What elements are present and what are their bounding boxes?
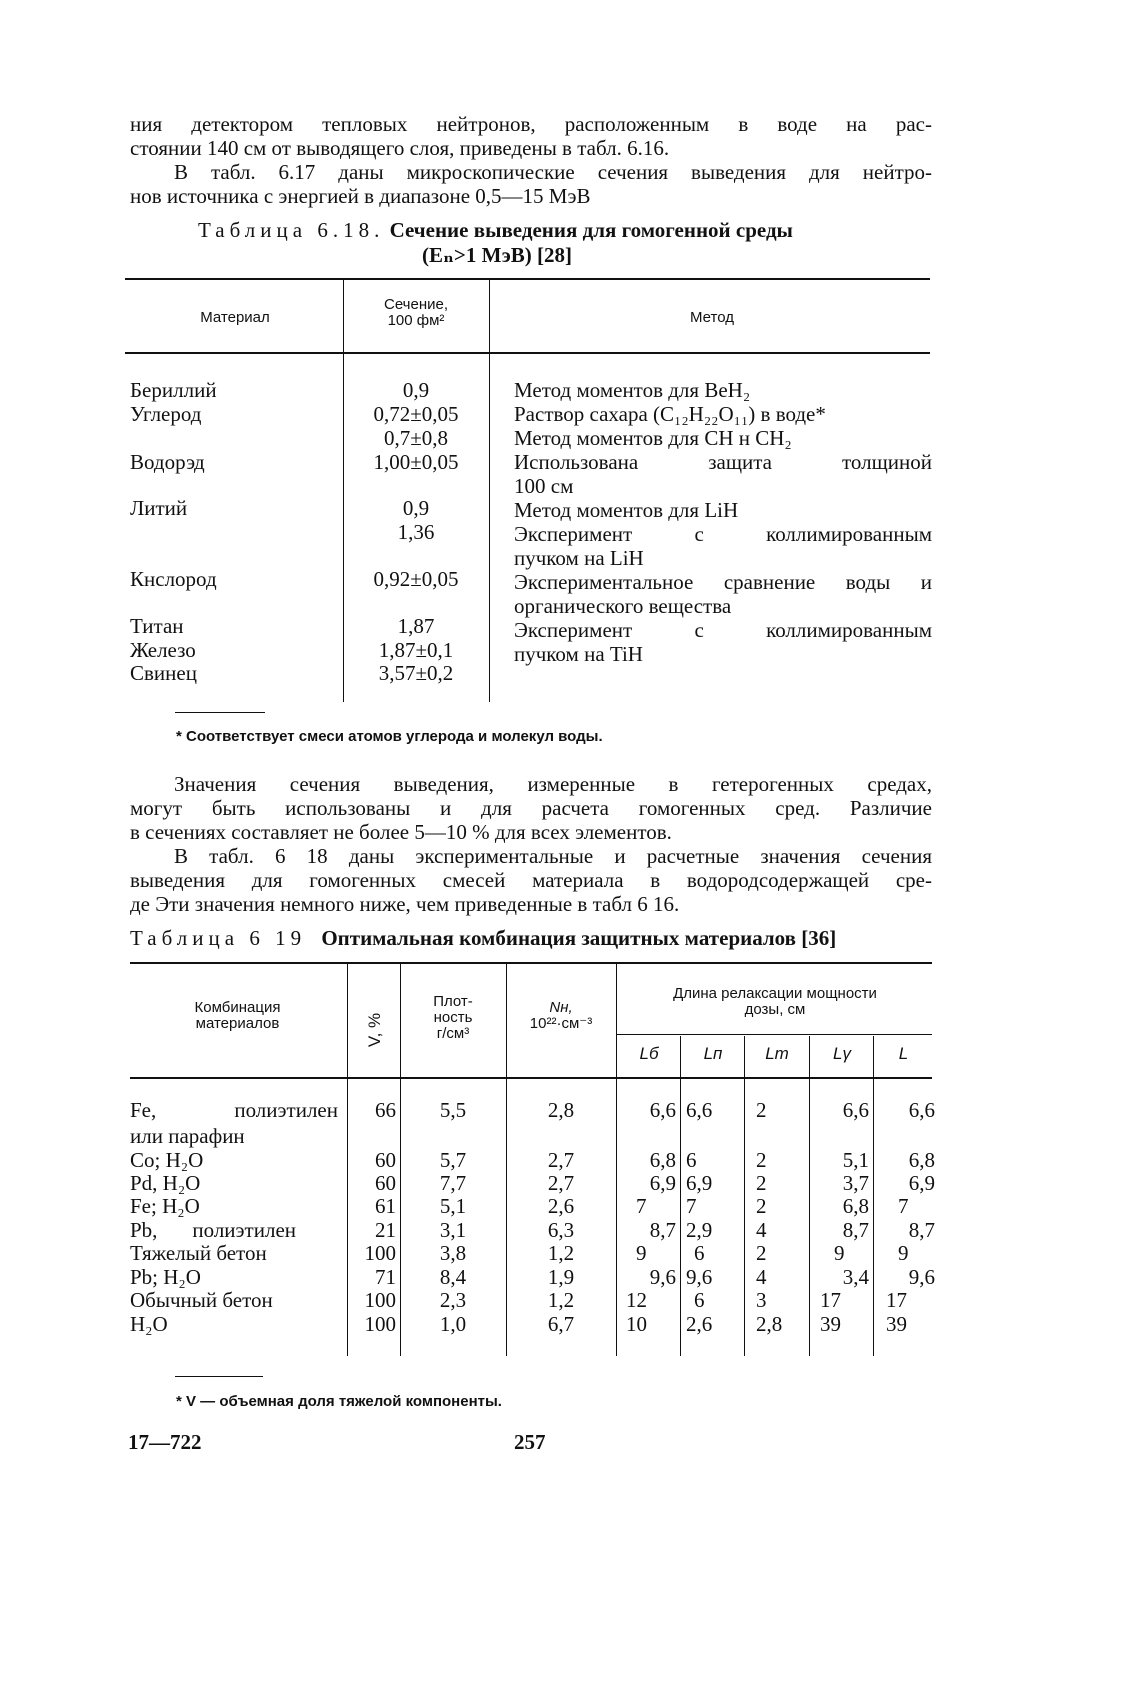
table2-cell-lb: 6,6 [649,1098,676,1122]
table1-section-value: 0,9 [402,378,430,402]
table2-title: Оптимальная комбинация защитных материалов [36] [321,926,837,950]
table1-method: Метод моментов для LiH [514,498,739,522]
table2-cell-l: 9,6 [908,1265,935,1289]
table1-method: пучком на TiH [514,642,643,666]
table2-cell-lg: 5,1 [842,1148,869,1172]
table2-cell-lg: 3,4 [842,1265,869,1289]
table1-section-value: 1,87 [397,614,435,638]
table2-cell-ln: 6,9 [686,1171,713,1195]
table2-cell-density: 3,1 [439,1218,467,1242]
table1-material: Кнслород [130,567,217,591]
table1-section-value: 1,87±0,1 [378,638,454,662]
table2-cell-ln: 6,6 [686,1098,713,1122]
table2-header-lb: Lб [639,1044,659,1063]
table1-method: 100 см [514,474,574,498]
table2-cell-lt: 4 [756,1265,767,1289]
table1-method: Метод моментов для BeH₂ [514,378,751,402]
table1-method: Использована защита толщиной [514,450,932,474]
table2-cell-name: или парафин [130,1124,245,1148]
text-line: В табл. 6.17 даны микроскопические сечения выведения для нейтро- [174,160,932,184]
table2-footnote: * V — объемная доля тяжелой компоненты. [176,1393,502,1410]
table2-header-l: L [898,1044,909,1063]
table2-col-divider [616,964,617,1356]
table2-subheader-rule [616,1034,932,1035]
intro-paragraph [130,112,932,208]
text-line: В табл. 6 18 даны экспериментальные и расчетные значения сечения [174,844,932,868]
table2-cell-density: 2,3 [439,1288,467,1312]
table2-cell-lt: 2 [756,1171,767,1195]
table2-col-divider [680,1036,681,1356]
table2-cell-lg: 6,6 [842,1098,869,1122]
table1-header-rule [125,352,930,354]
table1-method: пучком на LiH [514,546,644,570]
table1-material: Свинец [130,661,197,685]
text-line: могут быть использованы и для расчета гомогенных сред. Различие [130,796,932,820]
table1-material: Титан [130,614,184,638]
table2-cell-ln: 2,6 [686,1312,713,1336]
table2-cell-ln: 6 [694,1241,705,1265]
table2-cell-name: Обычный бетон [130,1288,273,1312]
table1-section-value: 0,72±0,05 [373,402,459,426]
table2-cell-lb: 9 [636,1241,647,1265]
table2-cell-nh: 1,9 [547,1265,575,1289]
table1-section-value: 0,9 [402,496,430,520]
table1-caption-line2: (Eₙ>1 МэВ) [28] [422,243,573,267]
table1-material: Литий [130,496,188,520]
table2-cell-l: 17 [886,1288,907,1312]
table2-caption [130,926,836,951]
table2-cell-lt: 3 [756,1288,767,1312]
table1-material: Железо [130,638,196,662]
table2-cell-name: Co; H₂O [130,1148,204,1172]
table1-label: Таблица 6.18. [198,218,385,242]
table2-cell-ln: 9,6 [686,1265,713,1289]
table2-cell-lb: 8,7 [649,1218,676,1242]
table2-col-divider [400,964,401,1356]
table2-header-lt: Lт [765,1044,789,1063]
table2-cell-lb: 6,9 [649,1171,676,1195]
table2-cell-name: Pb, полиэтилен [130,1218,296,1242]
table2-cell-v: 60 [375,1171,396,1195]
table2-cell-lb: 6,8 [649,1148,676,1172]
table2-cell-lg: 8,7 [842,1218,869,1242]
table2-cell-name: Fe; H₂O [130,1194,200,1218]
table2-cell-lt: 4 [756,1218,767,1242]
table1-header-section: Сечение, 100 фм² [383,296,448,329]
table2-cell-lg: 9 [834,1241,845,1265]
table2-cell-nh: 1,2 [547,1241,575,1265]
table2-cell-ln: 7 [686,1194,697,1218]
table2-cell-lg: 17 [820,1288,841,1312]
table2-cell-name: Тяжелый бетон [130,1241,267,1265]
table2-cell-nh: 2,7 [547,1171,575,1195]
table2-cell-ln: 6 [694,1288,705,1312]
table2-header-rule [130,1077,932,1079]
table1-col-divider [343,280,344,702]
table1-footnote: * Соответствует смеси атомов углерода и молекул воды. [176,728,603,745]
table2-col-divider [744,1036,745,1356]
table2-cell-nh: 2,6 [547,1194,575,1218]
table2-footnote-rule [175,1376,263,1377]
text-line: ния детектором тепловых нейтронов, расположенным в воде на рас- [130,112,932,136]
table2-cell-l: 6,8 [908,1148,935,1172]
table2-cell-lg: 6,8 [842,1194,869,1218]
table2-cell-density: 5,5 [439,1098,467,1122]
text-line: де Эти значения немного ниже, чем приведенные в табл 6 16. [130,892,680,916]
table2-cell-v: 100 [364,1288,396,1312]
table1-footnote-rule [175,712,265,713]
table2-cell-l: 9 [898,1241,909,1265]
table2-cell-l: 8,7 [908,1218,935,1242]
table2-cell-v: 60 [375,1148,396,1172]
table2-cell-v: 61 [375,1194,396,1218]
table2-cell-nh: 1,2 [547,1288,575,1312]
table1-caption [198,218,793,243]
table2-cell-name: Pb; H₂O [130,1265,201,1289]
table2-col-divider [873,1036,874,1356]
table2-cell-nh: 6,3 [547,1218,575,1242]
table2-top-rule [130,962,932,964]
table2-cell-l: 7 [898,1194,909,1218]
page-number: 257 [514,1430,546,1454]
table2-cell-density: 5,1 [439,1194,467,1218]
table2-cell-nh: 6,7 [547,1312,575,1336]
middle-paragraph [130,772,932,916]
table1-header-method: Метод [690,309,734,326]
table2-header-lg: Lγ [833,1044,851,1063]
table2-cell-lb: 10 [626,1312,647,1336]
table2-label: Таблица 6 19 [130,926,307,950]
table2-cell-l: 39 [886,1312,907,1336]
table1-section-value: 1,36 [397,520,435,544]
table2-header-nh: Nн, 10²²·см⁻³ [529,999,593,1032]
table1-method-column [514,378,932,666]
table2-col-divider [809,1036,810,1356]
table2-cell-density: 8,4 [439,1265,467,1289]
table2-cell-l: 6,6 [908,1098,935,1122]
text-line: в сечениях составляет не более 5—10 % для всех элементов. [130,820,672,844]
printer-signature: 17—722 [128,1430,202,1454]
table1-method: Эксперимент с коллимированным [514,618,932,642]
table2-cell-lt: 2 [756,1194,767,1218]
table2-cell-lt: 2 [756,1098,767,1122]
table1-material: Водорэд [130,450,205,474]
table1-method: Метод моментов для CH н CH₂ [514,426,792,450]
table2-cell-ln: 6 [686,1148,697,1172]
table1-col-divider [489,280,490,702]
table2-cell-density: 5,7 [439,1148,467,1172]
table1-section-value: 1,00±0,05 [373,450,459,474]
table1-top-rule [125,278,930,280]
table1-section-value: 3,57±0,2 [378,661,454,685]
text-line: выведения для гомогенных смесей материала в водородсодержащей сре- [130,868,932,892]
table2-cell-lb: 12 [626,1288,647,1312]
table2-cell-ln: 2,9 [686,1218,713,1242]
table2-cell-lg: 3,7 [842,1171,869,1195]
text-line: Значения сечения выведения, измеренные в гетерогенных средах, [174,772,932,796]
table1-material: Углерод [130,402,202,426]
table2-cell-v: 100 [364,1241,396,1265]
table2-cell-density: 7,7 [439,1171,467,1195]
table2-cell-v: 71 [375,1265,396,1289]
table1-method: Эксперимент с коллимированным [514,522,932,546]
table2-header-combination: Комбинация материалов [194,999,281,1032]
table1-method: Экспериментальное сравнение воды и [514,570,932,594]
table1-header-material: Материал [200,309,270,326]
table2-cell-nh: 2,8 [547,1098,575,1122]
table1-title: Сечение выведения для гомогенной среды [389,218,793,242]
table2-cell-nh: 2,7 [547,1148,575,1172]
table2-col-divider [506,964,507,1356]
table2-header-v: V, % [365,1012,384,1048]
table2-cell-name: H₂O [130,1312,168,1336]
table2-cell-name: Pd, H₂O [130,1171,201,1195]
table2-cell-lt: 2 [756,1241,767,1265]
table1-section-value: 0,7±0,8 [383,426,449,450]
table2-cell-v: 100 [364,1312,396,1336]
table2-cell-v: 21 [375,1218,396,1242]
table2-cell-l: 6,9 [908,1171,935,1195]
text-line: стоянии 140 см от выводящего слоя, приведены в табл. 6.16. [130,136,670,160]
table2-cell-density: 1,0 [439,1312,467,1336]
table2-header-ln: Lп [703,1044,723,1063]
table2-cell-lb: 7 [636,1194,647,1218]
table2-header-relaxation: Длина релаксации мощности дозы, см [673,985,877,1018]
table2-cell-lg: 39 [820,1312,841,1336]
text-line: нов источника с энергией в диапазоне 0,5—15 МэВ [130,184,591,208]
table1-material: Бериллий [130,378,217,402]
table1-section-value: 0,92±0,05 [373,567,459,591]
table2-cell-v: 66 [375,1098,396,1122]
table1-method: Раствор сахара (C₁₂H₂₂O₁₁) в воде* [514,402,826,426]
table2-cell-density: 3,8 [439,1241,467,1265]
table2-cell-name: Fe, полиэтилен [130,1098,338,1122]
table2-header-density: Плот- ность г/см³ [433,993,473,1042]
table2-cell-lb: 9,6 [649,1265,676,1289]
table2-cell-lt: 2 [756,1148,767,1172]
table2-cell-lt: 2,8 [756,1312,783,1336]
table1-method: органического вещества [514,594,732,618]
